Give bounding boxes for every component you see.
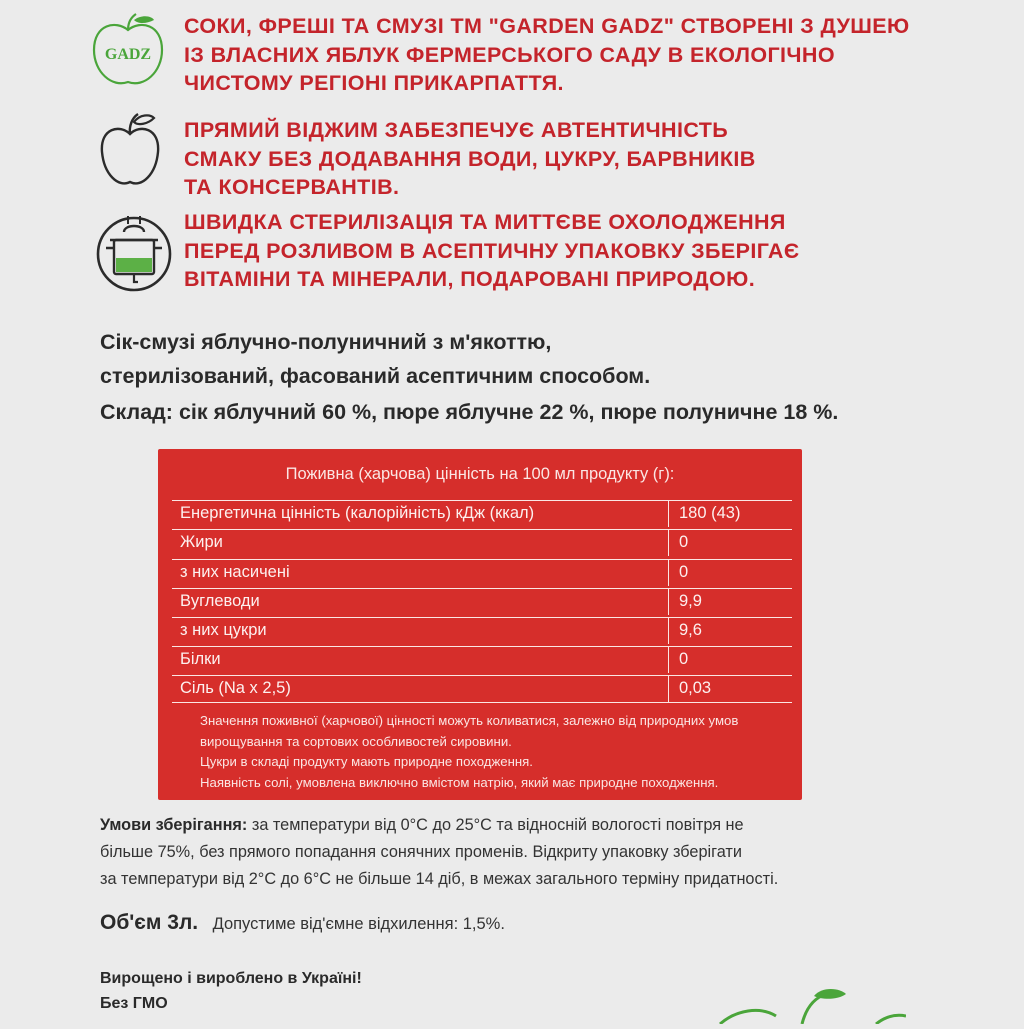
nutrition-row <box>172 588 792 615</box>
product-name-line-1: Сік-смузі яблучно-полуничний з м'якоттю, <box>100 330 552 354</box>
feature-text-1 <box>184 12 910 98</box>
storage-line-2: більше 75%, без прямого попадання сонячних променів. Відкриту упаковку зберігати <box>100 843 742 861</box>
origin-info <box>100 966 362 1016</box>
logo-text: GADZ <box>104 46 152 63</box>
nutrition-label: Енергетична цінність (калорійність) кДж (ккал) <box>180 504 535 522</box>
nutrition-value: 9,6 <box>679 621 702 639</box>
feature-2-line-1: ПРЯМИЙ ВІДЖИМ ЗАБЕЗПЕЧУЄ АВТЕНТИЧНІСТЬ <box>184 118 729 142</box>
nutrition-label: Вуглеводи <box>180 592 260 610</box>
origin-line-1: Вирощено і вироблено в Україні! <box>100 970 362 987</box>
nutrition-note: Цукри в складі продукту мають природне походження. <box>200 754 533 769</box>
feature-2-line-3: ТА КОНСЕРВАНТІВ. <box>184 175 400 199</box>
nutrition-notes <box>200 711 738 793</box>
nutrition-value: 0 <box>679 533 689 551</box>
feature-3-line-2: ПЕРЕД РОЗЛИВОМ В АСЕПТИЧНУ УПАКОВКУ ЗБЕРІГАЄ <box>184 238 800 263</box>
origin-line-2: Без ГМО <box>100 995 168 1012</box>
sterilization-pot-icon <box>94 212 174 294</box>
nutrition-value: 9,9 <box>679 592 702 610</box>
nutrition-row <box>172 617 792 644</box>
nutrition-row <box>172 646 792 673</box>
feature-2-line-2: СМАКУ БЕЗ ДОДАВАННЯ ВОДИ, ЦУКРУ, БАРВНИКІВ <box>184 146 756 171</box>
nutrition-label: з них насичені <box>180 563 290 581</box>
logo-apple-icon <box>86 12 170 92</box>
nutrition-label: Жири <box>180 533 223 551</box>
volume-info <box>100 911 505 935</box>
nutrition-label: Сіль (Na x 2,5) <box>180 679 291 697</box>
storage-label: Умови зберігання: <box>100 816 248 834</box>
storage-line-3: за температури від 2°С до 6°С не більше 14 діб, в межах загального терміну придатності. <box>100 870 779 888</box>
leaf-decoration-icon <box>716 986 906 1024</box>
nutrition-value: 0 <box>679 563 689 581</box>
feature-text-3 <box>184 208 800 294</box>
nutrition-value: 0 <box>679 650 689 668</box>
feature-3-line-3: ВІТАМІНИ ТА МІНЕРАЛИ, ПОДАРОВАНІ ПРИРОДОЮ. <box>184 267 756 291</box>
feature-1-line-1: СОКИ, ФРЕШІ ТА СМУЗІ ТМ "GARDEN GADZ" СТВОРЕНІ З ДУШЕЮ <box>184 14 910 38</box>
nutrition-value: 0,03 <box>679 679 712 697</box>
nutrition-row <box>172 500 792 527</box>
nutrition-label: з них цукри <box>180 621 267 639</box>
storage-conditions <box>100 812 778 893</box>
feature-1-line-2: ІЗ ВЛАСНИХ ЯБЛУК ФЕРМЕРСЬКОГО САДУ В ЕКОЛОГІЧНО <box>184 42 835 67</box>
nutrition-label: Білки <box>180 650 221 668</box>
apple-outline-icon <box>96 108 164 190</box>
nutrition-note: вирощування та сортових особливостей сировини. <box>200 733 512 749</box>
volume-tolerance: Допустиме від'ємне відхилення: 1,5%. <box>212 915 505 933</box>
nutrition-value: 180 (43) <box>679 504 741 522</box>
nutrition-header: Поживна (харчова) цінність на 100 мл продукту (г): <box>285 465 675 483</box>
feature-3-line-1: ШВИДКА СТЕРИЛІЗАЦІЯ ТА МИТТЄВЕ ОХОЛОДЖЕННЯ <box>184 210 786 234</box>
product-composition: Склад: сік яблучний 60 %, пюре яблучне 22 %, пюре полуничне 18 %. <box>100 400 839 424</box>
nutrition-row <box>172 529 792 556</box>
nutrition-note: Значення поживної (харчової) цінності можуть коливатися, залежно від природних умов <box>200 713 739 728</box>
feature-text-2 <box>184 116 756 202</box>
storage-line-1: за температури від 0°С до 25°С та відносній вологості повітря не <box>247 816 744 834</box>
nutrition-row <box>172 675 792 703</box>
nutrition-note: Наявність солі, умовлена виключно вмістом натрію, який має природне походження. <box>200 774 719 790</box>
volume-label: Об'єм 3л. <box>100 911 199 934</box>
product-name-line-2: стерилізований, фасований асептичним способом. <box>100 364 651 388</box>
nutrition-row <box>172 559 792 586</box>
feature-1-line-3: ЧИСТОМУ РЕГІОНІ ПРИКАРПАТТЯ. <box>184 71 564 95</box>
